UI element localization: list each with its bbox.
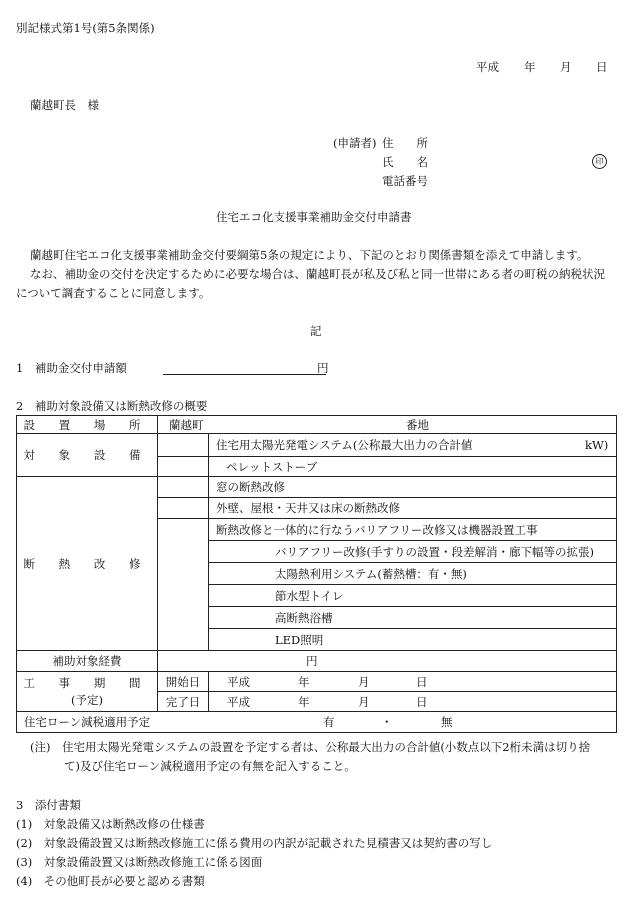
body-paragraph-2b: について調査することに同意します。 — [16, 286, 211, 300]
attachment-item: (1) 対象設備又は断熱改修の仕様書 — [16, 817, 205, 831]
pellet-stove-row: ペレットストーブ — [226, 459, 318, 474]
attachment-item: (3) 対象設備設置又は断熱改修施工に係る図面 — [16, 855, 263, 869]
section3-label: 3 添付書類 — [16, 798, 81, 812]
location-label: 設 置 場 所 — [23, 417, 151, 432]
section2-label: 2 補助対象設備又は断熱改修の概要 — [16, 399, 208, 413]
document-title: 住宅エコ化支援事業補助金交付申請書 — [216, 210, 412, 224]
date-month: 月 — [560, 60, 572, 74]
loan-no: 無 — [441, 715, 453, 729]
body-paragraph-2a: なお、補助金の交付を決定するために必要な場合は、蘭越町長が私及び私と同一世帯にある者の町税の納税状況 — [30, 267, 605, 281]
end-date-label: 完了日 — [165, 694, 201, 709]
addressee: 蘭越町長 様 — [30, 98, 99, 112]
attachment-item: (4) その他町長が必要と認める書類 — [16, 874, 205, 888]
note-line-1: (注) 住宅用太陽光発電システムの設置を予定する者は、公称最大出力の合計値(小数点以下2桁未満は切り捨 — [30, 740, 591, 754]
cost-unit: 円 — [306, 654, 318, 668]
period-label: 工 事 期 間 — [23, 675, 151, 690]
form-number: 別記様式第1号(第5条関係) — [16, 21, 155, 35]
water-saving-toilet-row: 節水型トイレ — [275, 588, 344, 603]
solar-thermal-row: 太陽熱利用システム(蓄熱槽：有・無) — [275, 566, 467, 581]
applicant-phone-label: 電話番号 — [382, 174, 428, 188]
kw-unit: kW) — [585, 438, 609, 452]
start-date-label: 開始日 — [165, 674, 201, 689]
solar-pv-row: 住宅用太陽光発電システム(公称最大出力の合計値 — [216, 438, 473, 452]
cost-label: 補助対象経費 — [52, 654, 122, 668]
location-town: 蘭越町 — [169, 417, 204, 432]
loan-separator: ・ — [381, 715, 393, 729]
section1-label: 1 補助金交付申請額 — [16, 361, 127, 375]
note-line-2: て)及び住宅ローン減税適用予定の有無を記入すること。 — [64, 759, 356, 773]
loan-label: 住宅ローン減税適用予定 — [23, 715, 151, 729]
barrier-free-row: バリアフリー改修(手すりの設置・段差解消・廊下幅等の拡張) — [275, 544, 595, 559]
date-day: 日 — [596, 60, 608, 74]
applicant-address-label: 住 所 — [382, 136, 428, 150]
location-banchi: 番地 — [406, 417, 429, 432]
amount-underline — [163, 374, 326, 375]
window-insulation-row: 窓の断熱改修 — [216, 480, 285, 494]
period-sub-label: (予定) — [71, 692, 103, 707]
amount-unit: 円 — [317, 361, 329, 375]
applicant-label: (申請者) — [333, 136, 377, 150]
seal-mark: 印 — [592, 154, 607, 169]
body-paragraph-1: 蘭越町住宅エコ化支援事業補助金交付要綱第5条の規定により、下記のとおり関係書類を添えて申請します。 — [30, 248, 589, 262]
insulation-label: 断 熱 改 修 — [23, 556, 151, 571]
date-year: 年 — [524, 60, 536, 74]
led-lighting-row: LED照明 — [275, 632, 324, 647]
wall-insulation-row: 外壁、屋根・天井又は床の断熱改修 — [216, 501, 400, 515]
combined-work-row: 断熱改修と一体的に行なうバリアフリー改修又は機器設置工事 — [216, 522, 538, 537]
date-era: 平成 — [476, 60, 499, 74]
applicant-name-label: 氏 名 — [382, 155, 428, 169]
attachment-item: (2) 対象設備設置又は断熱改修施工に係る費用の内訳が記載された見積書又は契約書の写し — [16, 836, 493, 850]
insulated-bath-row: 高断熱浴槽 — [275, 610, 333, 625]
equipment-label: 対 象 設 備 — [23, 448, 151, 462]
loan-yes: 有 — [323, 715, 335, 729]
ki-heading: 記 — [310, 324, 322, 338]
